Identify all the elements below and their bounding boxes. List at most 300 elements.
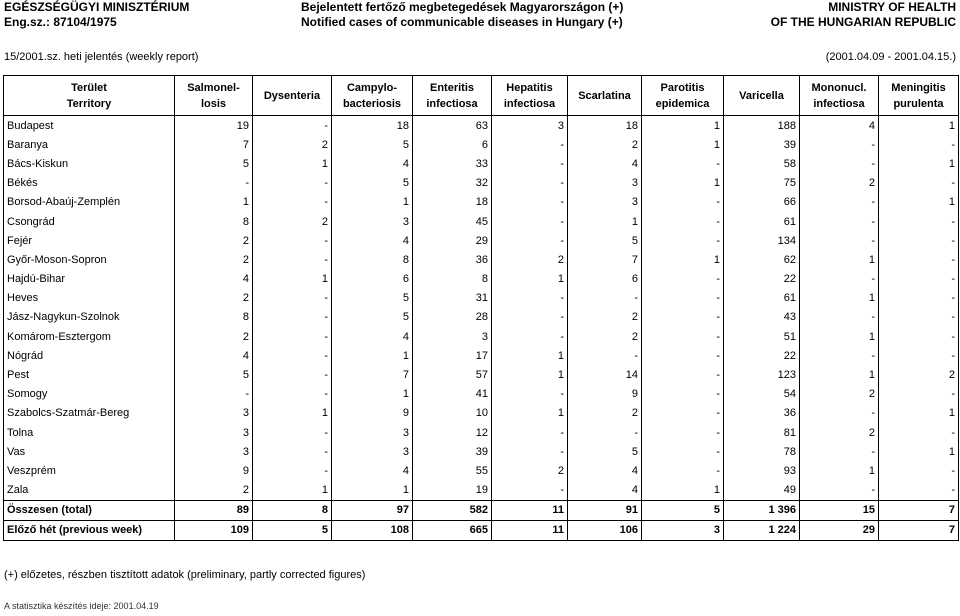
case-count-cell: -	[253, 116, 332, 136]
case-count-cell: 45	[413, 212, 492, 231]
case-count-cell: -	[642, 442, 724, 461]
ministry-name-en	[771, 0, 956, 30]
case-count-cell: 4	[332, 154, 413, 173]
case-count-cell: -	[568, 289, 642, 308]
case-count-cell: 89	[175, 500, 253, 520]
case-count-cell: 5	[332, 308, 413, 327]
case-count-cell: 1 396	[724, 500, 800, 520]
column-header-line1: Salmonel-	[187, 81, 240, 94]
case-count-cell: 2	[568, 327, 642, 346]
case-count-cell: 8	[413, 270, 492, 289]
case-count-cell: 7	[879, 500, 959, 520]
case-count-cell: -	[879, 135, 959, 154]
case-count-cell: 5	[332, 289, 413, 308]
case-count-cell: 8	[253, 500, 332, 520]
table-row	[4, 365, 959, 384]
case-count-cell: 91	[568, 500, 642, 520]
case-count-cell: 32	[413, 174, 492, 193]
case-count-cell: -	[879, 308, 959, 327]
case-count-cell: -	[492, 135, 568, 154]
case-count-cell: 3	[175, 423, 253, 442]
table-row	[4, 135, 959, 154]
case-count-cell: -	[800, 154, 879, 173]
case-count-cell: 1	[879, 116, 959, 136]
case-count-cell: -	[800, 231, 879, 250]
case-count-cell: 3	[413, 327, 492, 346]
table-row	[4, 327, 959, 346]
case-count-cell: -	[253, 174, 332, 193]
case-count-cell: 7	[568, 250, 642, 269]
case-count-cell: -	[492, 442, 568, 461]
case-count-cell: -	[175, 385, 253, 404]
case-count-cell: 106	[568, 520, 642, 540]
case-count-cell: 15	[800, 500, 879, 520]
case-count-cell: 4	[175, 270, 253, 289]
case-count-cell: 3	[175, 404, 253, 423]
case-count-cell: 4	[568, 154, 642, 173]
territory-cell: Budapest	[4, 116, 175, 136]
table-row	[4, 461, 959, 480]
case-count-cell: 4	[175, 346, 253, 365]
case-count-cell: 5	[568, 442, 642, 461]
case-count-cell: -	[800, 193, 879, 212]
case-count-cell: 5	[568, 231, 642, 250]
case-count-cell: -	[879, 461, 959, 480]
ministry-title: EGÉSZSÉGÜGYI MINISZTÉRIUM	[4, 0, 190, 14]
case-count-cell: 2	[253, 212, 332, 231]
case-count-cell: -	[800, 308, 879, 327]
case-count-cell: 81	[724, 423, 800, 442]
table-row	[4, 250, 959, 269]
territory-cell: Bács-Kiskun	[4, 154, 175, 173]
case-count-cell: 57	[413, 365, 492, 384]
territory-cell: Előző hét (previous week)	[4, 520, 175, 540]
case-count-cell: -	[492, 174, 568, 193]
case-count-cell: 6	[413, 135, 492, 154]
case-count-cell: -	[879, 270, 959, 289]
territory-cell: Tolna	[4, 423, 175, 442]
column-header	[332, 76, 413, 116]
case-count-cell: -	[253, 193, 332, 212]
case-count-cell: -	[568, 423, 642, 442]
case-count-cell: -	[642, 346, 724, 365]
column-header-line1: Meningitis	[891, 81, 946, 94]
case-count-cell: 93	[724, 461, 800, 480]
case-count-cell: 108	[332, 520, 413, 540]
case-count-cell: -	[642, 365, 724, 384]
case-count-cell: -	[253, 461, 332, 480]
table-row	[4, 385, 959, 404]
case-count-cell: 1	[253, 154, 332, 173]
case-count-cell: 2	[800, 174, 879, 193]
case-count-cell: 8	[332, 250, 413, 269]
case-count-cell: 97	[332, 500, 413, 520]
column-header-line1: Terület	[71, 81, 107, 94]
case-count-cell: -	[492, 423, 568, 442]
table-row	[4, 442, 959, 461]
case-count-cell: -	[879, 289, 959, 308]
disease-table	[3, 75, 959, 541]
case-count-cell: 2	[879, 365, 959, 384]
case-count-cell: 12	[413, 423, 492, 442]
case-count-cell: 3	[175, 442, 253, 461]
case-count-cell: 3	[568, 174, 642, 193]
case-count-cell: 29	[800, 520, 879, 540]
case-count-cell: -	[568, 346, 642, 365]
case-count-cell: 5	[332, 135, 413, 154]
case-count-cell: 1	[642, 116, 724, 136]
case-count-cell: 6	[568, 270, 642, 289]
case-count-cell: -	[879, 423, 959, 442]
case-count-cell: -	[253, 308, 332, 327]
case-count-cell: -	[879, 212, 959, 231]
case-count-cell: -	[492, 385, 568, 404]
column-header-line2: Territory	[66, 97, 112, 110]
territory-cell: Somogy	[4, 385, 175, 404]
case-count-cell: 2	[800, 385, 879, 404]
case-count-cell: -	[253, 289, 332, 308]
case-count-cell: 22	[724, 346, 800, 365]
case-count-cell: -	[879, 346, 959, 365]
case-count-cell: 109	[175, 520, 253, 540]
case-count-cell: -	[800, 346, 879, 365]
territory-cell: Győr-Moson-Sopron	[4, 250, 175, 269]
column-header-line1: Hepatitis	[506, 81, 553, 94]
case-count-cell: 36	[413, 250, 492, 269]
case-count-cell: 1	[879, 442, 959, 461]
territory-cell: Békés	[4, 174, 175, 193]
report-title-en: Notified cases of communicable diseases in Hungary (+)	[301, 15, 623, 29]
case-count-cell: -	[492, 193, 568, 212]
case-count-cell: -	[642, 404, 724, 423]
column-header-line2: bacteriosis	[342, 97, 402, 110]
column-header-line1: Mononucl.	[811, 81, 867, 94]
column-header-line1: Varicella	[739, 89, 784, 102]
territory-cell: Baranya	[4, 135, 175, 154]
case-count-cell: 1	[253, 404, 332, 423]
case-count-cell: -	[879, 327, 959, 346]
case-count-cell: 66	[724, 193, 800, 212]
case-count-cell: 4	[568, 481, 642, 501]
case-count-cell: -	[492, 289, 568, 308]
case-count-cell: 2	[800, 423, 879, 442]
case-count-cell: 2	[175, 481, 253, 501]
case-count-cell: 1	[800, 327, 879, 346]
report-title-hu: Bejelentett fertőző megbetegedések Magyarországon (+)	[301, 0, 624, 14]
case-count-cell: 1	[332, 346, 413, 365]
case-count-cell: 19	[175, 116, 253, 136]
territory-cell: Komárom-Esztergom	[4, 327, 175, 346]
case-count-cell: -	[879, 231, 959, 250]
case-count-cell: 1	[800, 461, 879, 480]
registration-number: Eng.sz.: 87104/1975	[4, 15, 117, 29]
column-header	[413, 76, 492, 116]
case-count-cell: 75	[724, 174, 800, 193]
case-count-cell: 2	[175, 250, 253, 269]
case-count-cell: -	[800, 270, 879, 289]
case-count-cell: -	[800, 442, 879, 461]
case-count-cell: 188	[724, 116, 800, 136]
case-count-cell: 4	[332, 231, 413, 250]
ministry-name-hu	[4, 0, 189, 30]
case-count-cell: 11	[492, 520, 568, 540]
case-count-cell: 1	[332, 193, 413, 212]
case-count-cell: -	[879, 385, 959, 404]
case-count-cell: 1	[175, 193, 253, 212]
case-count-cell: 134	[724, 231, 800, 250]
case-count-cell: -	[253, 327, 332, 346]
territory-cell: Szabolcs-Szatmár-Bereg	[4, 404, 175, 423]
territory-cell: Zala	[4, 481, 175, 501]
case-count-cell: 54	[724, 385, 800, 404]
case-count-cell: -	[800, 404, 879, 423]
column-header-line2: purulenta	[893, 97, 944, 110]
territory-cell: Pest	[4, 365, 175, 384]
territory-cell: Heves	[4, 289, 175, 308]
previous-week-row	[4, 520, 959, 540]
case-count-cell: 1	[879, 404, 959, 423]
case-count-cell: 55	[413, 461, 492, 480]
case-count-cell: 2	[568, 135, 642, 154]
column-header-line2: epidemica	[655, 97, 710, 110]
case-count-cell: 1	[642, 481, 724, 501]
case-count-cell: -	[492, 231, 568, 250]
case-count-cell: 41	[413, 385, 492, 404]
case-count-cell: 6	[332, 270, 413, 289]
case-count-cell: 33	[413, 154, 492, 173]
case-count-cell: 36	[724, 404, 800, 423]
table-row	[4, 193, 959, 212]
case-count-cell: 1	[492, 346, 568, 365]
case-count-cell: 1 224	[724, 520, 800, 540]
territory-cell: Fejér	[4, 231, 175, 250]
column-header	[642, 76, 724, 116]
table-row	[4, 116, 959, 136]
case-count-cell: 3	[642, 520, 724, 540]
case-count-cell: -	[800, 135, 879, 154]
column-header	[175, 76, 253, 116]
table-row	[4, 481, 959, 501]
case-count-cell: -	[175, 174, 253, 193]
case-count-cell: 9	[175, 461, 253, 480]
table-row	[4, 231, 959, 250]
case-count-cell: 22	[724, 270, 800, 289]
case-count-cell: 7	[879, 520, 959, 540]
table-row	[4, 289, 959, 308]
case-count-cell: 58	[724, 154, 800, 173]
table-row	[4, 270, 959, 289]
case-count-cell: 5	[175, 154, 253, 173]
case-count-cell: -	[492, 481, 568, 501]
column-header-line1: Campylo-	[346, 81, 398, 94]
case-count-cell: 9	[568, 385, 642, 404]
case-count-cell: 11	[492, 500, 568, 520]
case-count-cell: 51	[724, 327, 800, 346]
case-count-cell: 3	[492, 116, 568, 136]
case-count-cell: 28	[413, 308, 492, 327]
case-count-cell: 17	[413, 346, 492, 365]
column-header-line2: infectiosa	[813, 97, 865, 110]
case-count-cell: 3	[332, 423, 413, 442]
territory-cell: Csongrád	[4, 212, 175, 231]
case-count-cell: 3	[332, 442, 413, 461]
report-date-stamp: A statisztika készítés ideje: 2001.04.19	[4, 601, 159, 611]
column-header	[879, 76, 959, 116]
case-count-cell: 2	[253, 135, 332, 154]
column-header-line2: infectiosa	[503, 97, 556, 110]
column-header	[253, 76, 332, 116]
case-count-cell: -	[253, 385, 332, 404]
case-count-cell: -	[642, 461, 724, 480]
case-count-cell: 2	[492, 461, 568, 480]
case-count-cell: 2	[175, 327, 253, 346]
report-title	[301, 0, 623, 30]
case-count-cell: 1	[879, 193, 959, 212]
case-count-cell: 1	[642, 250, 724, 269]
case-count-cell: -	[253, 423, 332, 442]
case-count-cell: -	[492, 308, 568, 327]
case-count-cell: -	[253, 346, 332, 365]
ministry-title-en-1: MINISTRY OF HEALTH	[828, 0, 956, 14]
table-body	[4, 116, 959, 541]
column-header	[492, 76, 568, 116]
table-row	[4, 174, 959, 193]
case-count-cell: 2	[568, 308, 642, 327]
case-count-cell: -	[642, 327, 724, 346]
territory-cell: Borsod-Abaúj-Zemplén	[4, 193, 175, 212]
case-count-cell: 18	[413, 193, 492, 212]
case-count-cell: -	[492, 327, 568, 346]
table-row	[4, 404, 959, 423]
case-count-cell: 3	[332, 212, 413, 231]
case-count-cell: 2	[568, 404, 642, 423]
case-count-cell: 2	[175, 289, 253, 308]
case-count-cell: -	[253, 442, 332, 461]
case-count-cell: 3	[568, 193, 642, 212]
case-count-cell: 1	[492, 404, 568, 423]
case-count-cell: 1	[800, 289, 879, 308]
table-header	[4, 76, 959, 116]
case-count-cell: 665	[413, 520, 492, 540]
case-count-cell: 43	[724, 308, 800, 327]
case-count-cell: 8	[175, 212, 253, 231]
table-row	[4, 154, 959, 173]
case-count-cell: 18	[332, 116, 413, 136]
case-count-cell: 123	[724, 365, 800, 384]
case-count-cell: 1	[642, 135, 724, 154]
column-header-line1: Dysenteria	[263, 89, 321, 102]
case-count-cell: 2	[175, 231, 253, 250]
case-count-cell: -	[800, 481, 879, 501]
case-count-cell: 1	[492, 270, 568, 289]
territory-cell: Jász-Nagykun-Szolnok	[4, 308, 175, 327]
case-count-cell: 4	[332, 327, 413, 346]
case-count-cell: -	[492, 212, 568, 231]
case-count-cell: 7	[175, 135, 253, 154]
case-count-cell: 1	[253, 481, 332, 501]
case-count-cell: 18	[568, 116, 642, 136]
column-header	[4, 76, 175, 116]
case-count-cell: -	[879, 481, 959, 501]
case-count-cell: -	[492, 154, 568, 173]
case-count-cell: 582	[413, 500, 492, 520]
column-header-line2: losis	[200, 97, 227, 110]
case-count-cell: 1	[332, 385, 413, 404]
case-count-cell: 2	[492, 250, 568, 269]
territory-cell: Összesen (total)	[4, 500, 175, 520]
case-count-cell: -	[642, 385, 724, 404]
case-count-cell: 29	[413, 231, 492, 250]
case-count-cell: -	[642, 289, 724, 308]
case-count-cell: 4	[332, 461, 413, 480]
case-count-cell: 1	[800, 250, 879, 269]
case-count-cell: 61	[724, 212, 800, 231]
case-count-cell: 5	[253, 520, 332, 540]
case-count-cell: 14	[568, 365, 642, 384]
total-row	[4, 500, 959, 520]
case-count-cell: -	[879, 250, 959, 269]
case-count-cell: 61	[724, 289, 800, 308]
column-header-line2: infectiosa	[426, 97, 478, 110]
table-row	[4, 212, 959, 231]
case-count-cell: -	[253, 250, 332, 269]
column-header	[568, 76, 642, 116]
case-count-cell: 10	[413, 404, 492, 423]
table-row	[4, 346, 959, 365]
case-count-cell: 7	[332, 365, 413, 384]
territory-cell: Veszprém	[4, 461, 175, 480]
table-row	[4, 423, 959, 442]
report-number: 15/2001.sz. heti jelentés (weekly report)	[4, 51, 199, 63]
column-header-line1: Scarlatina	[578, 89, 631, 102]
case-count-cell: -	[642, 154, 724, 173]
footnote: (+) előzetes, részben tisztított adatok (preliminary, partly corrected figures)	[4, 569, 366, 581]
column-header	[724, 76, 800, 116]
case-count-cell: 5	[642, 500, 724, 520]
case-count-cell: 1	[332, 481, 413, 501]
territory-cell: Vas	[4, 442, 175, 461]
case-count-cell: 1	[253, 270, 332, 289]
case-count-cell: 1	[492, 365, 568, 384]
case-count-cell: 63	[413, 116, 492, 136]
case-count-cell: 5	[332, 174, 413, 193]
column-header	[800, 76, 879, 116]
case-count-cell: 78	[724, 442, 800, 461]
ministry-title-en-2: OF THE HUNGARIAN REPUBLIC	[770, 15, 956, 29]
case-count-cell: 1	[568, 212, 642, 231]
case-count-cell: 49	[724, 481, 800, 501]
case-count-cell: 4	[800, 116, 879, 136]
case-count-cell: 4	[568, 461, 642, 480]
territory-cell: Hajdú-Bihar	[4, 270, 175, 289]
case-count-cell: 9	[332, 404, 413, 423]
case-count-cell: -	[642, 212, 724, 231]
case-count-cell: -	[642, 308, 724, 327]
report-period: (2001.04.09 - 2001.04.15.)	[825, 51, 956, 63]
table-row	[4, 308, 959, 327]
case-count-cell: -	[642, 193, 724, 212]
case-count-cell: -	[642, 231, 724, 250]
case-count-cell: 8	[175, 308, 253, 327]
case-count-cell: -	[879, 174, 959, 193]
case-count-cell: 62	[724, 250, 800, 269]
case-count-cell: 19	[413, 481, 492, 501]
case-count-cell: 1	[800, 365, 879, 384]
case-count-cell: 39	[724, 135, 800, 154]
case-count-cell: -	[253, 231, 332, 250]
territory-cell: Nógrád	[4, 346, 175, 365]
column-header-line1: Parotitis	[660, 81, 705, 94]
